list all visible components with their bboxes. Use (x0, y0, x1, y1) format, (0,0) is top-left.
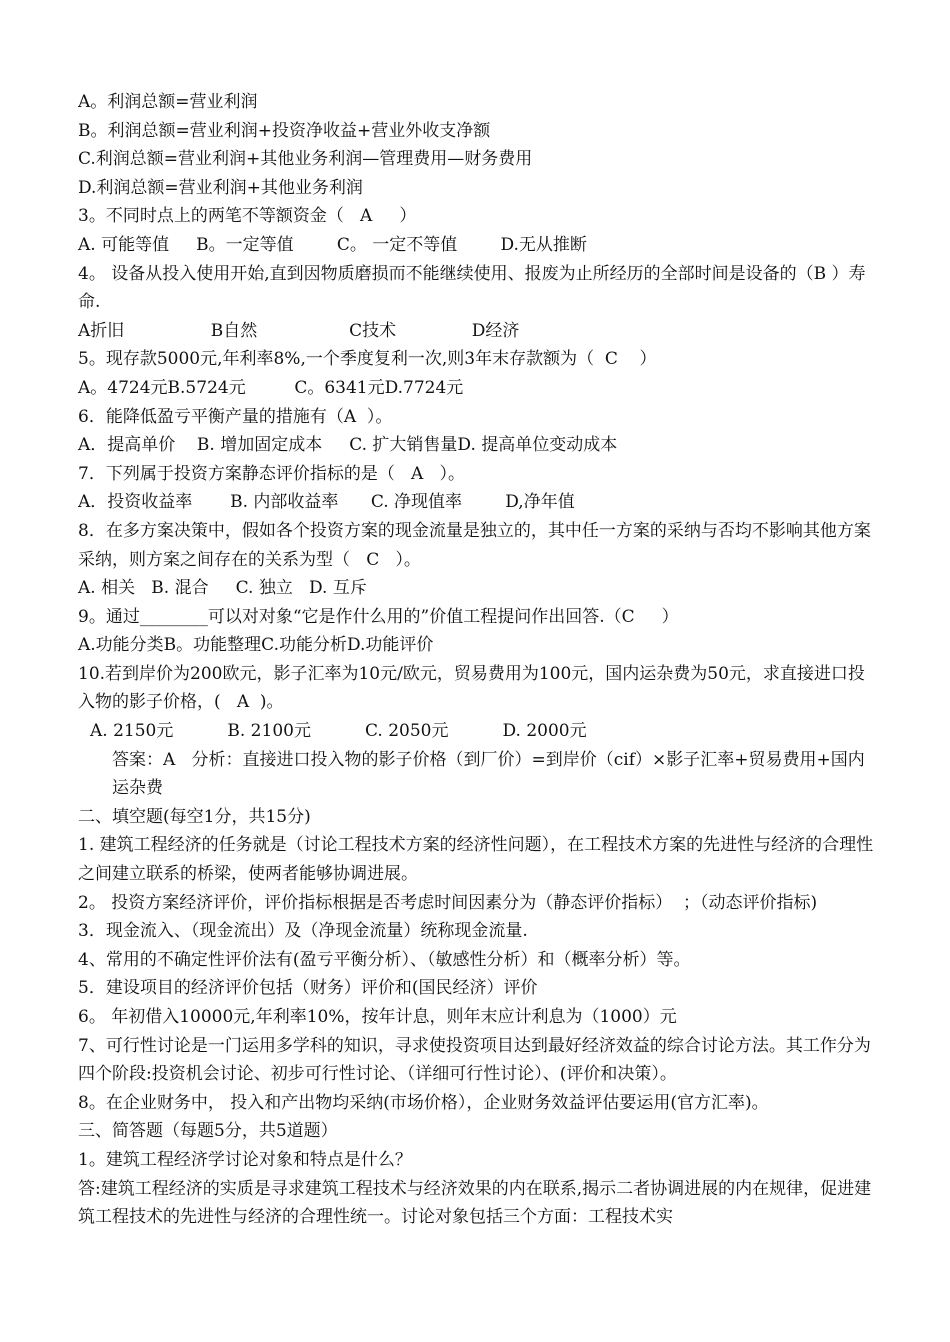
q10-answer: 答案：A 分析：直接进口投入物的影子价格（到厂价）=到岸价（cif）×影子汇率+贸易费用+国内运杂费 (112, 749, 865, 799)
document-page (78, 88, 878, 1232)
fill-item-3: 3．现金流入、（现金流出）及（净现金流量）统称现金流量. (78, 921, 528, 942)
q6-options: A．提高单价 B. 增加固定成本 C. 扩大销售量D. 提高单位变动成本 (78, 435, 618, 456)
q9-stem: 9。通过________可以对对象“它是作什么用的”价值工程提问作出回答.（C ） (78, 606, 679, 627)
fill-item-2: 2。 投资方案经济评价，评价指标根据是否考虑时间因素分为（静态评价指标） ；（动态评价指标) (78, 892, 818, 913)
q4-options: A折旧 B自然 C技术 D经济 (78, 320, 520, 341)
q5-options: A。4724元B.5724元 C。6341元D.7724元 (78, 377, 464, 398)
fill-item-5: 5．建设项目的经济评价包括（财务）评价和(国民经济）评价 (78, 978, 538, 999)
fill-item-4: 4、常用的不确定性评价法有(盈亏平衡分析）、（敏感性分析）和（概率分析）等。 (78, 949, 691, 970)
q2-option-a: A。利润总额=营业利润 (78, 92, 258, 112)
q10-stem: 10.若到岸价为200欧元，影子汇率为10元/欧元，贸易费用为100元，国内运杂费为50元，求直接进口投入物的影子价格，( A )。 (78, 663, 865, 713)
q8-options: A. 相关 B. 混合 C. 独立 D. 互斥 (78, 578, 367, 599)
q6-stem: 6．能降低盈亏平衡产量的措施有（A ）。 (78, 406, 393, 427)
q2-option-b: B。利润总额=营业利润+投资净收益+营业外收支净额 (78, 120, 491, 141)
section2-heading: 二、填空题(每空1分，共15分) (78, 806, 311, 827)
q10-options: A. 2150元 B. 2100元 C. 2050元 D. 2000元 (90, 721, 587, 742)
q4-stem: 4。 设备从投入使用开始,直到因物质磨损而不能继续使用、报废为止所经历的全部时间是设备的（B ）寿命. (78, 263, 866, 313)
q7-stem: 7．下列属于投资方案静态评价指标的是（ A ）。 (78, 463, 466, 484)
q3-options: A. 可能等值 B。一定等值 C。 一定不等值 D.无从推断 (78, 234, 587, 255)
q2-option-d: D.利润总额=营业利润+其他业务利润 (78, 177, 363, 198)
q8-stem: 8．在多方案决策中，假如各个投资方案的现金流量是独立的，其中任一方案的采纳与否均不影响其他方案采纳，则方案之间存在的关系为型（ C ）。 (78, 520, 871, 570)
short-answer-a1: 答:建筑工程经济的实质是寻求建筑工程技术与经济效果的内在联系,揭示二者协调进展的内在规律，促进建筑工程技术的先进性与经济的合理性统一。讨论对象包括三个方面：工程技术实 (78, 1178, 872, 1228)
fill-item-1: 1. 建筑工程经济的任务就是（讨论工程技术方案的经济性问题），在工程技术方案的先进性与经济的合理性之间建立联系的桥梁，使两者能够协调进展。 (78, 835, 874, 885)
fill-item-7: 7、可行性讨论是一门运用多学科的知识，寻求使投资项目达到最好经济效益的综合讨论方法。其工作分为四个阶段:投资机会讨论、初步可行性讨论、（详细可行性讨论）、(评价和决策）。 (78, 1035, 871, 1085)
q9-options: A.功能分类B。功能整理C.功能分析D.功能评价 (78, 635, 434, 656)
section3-heading: 三、简答题（每题5分，共5道题） (78, 1121, 338, 1142)
q5-stem: 5。现存款5000元,年利率8%,一个季度复利一次,则3年末存款额为（ C ） (78, 349, 657, 370)
q2-option-c: C.利润总额=营业利润+其他业务利润—管理费用—财务费用 (78, 149, 533, 170)
q7-options: A．投资收益率 B. 内部收益率 C. 净现值率 D,净年值 (78, 492, 575, 513)
fill-item-6: 6。 年初借入10000元,年利率10%，按年计息，则年末应计利息为（1000）元 (78, 1007, 677, 1027)
short-answer-q1: 1。建筑工程经济学讨论对象和特点是什么？ (78, 1149, 412, 1170)
fill-item-8: 8。在企业财务中， 投入和产出物均采纳(市场价格），企业财务效益评估要运用(官方汇率)。 (78, 1092, 769, 1113)
q3-stem: 3。不同时点上的两笔不等额资金（ A ） (78, 206, 417, 227)
